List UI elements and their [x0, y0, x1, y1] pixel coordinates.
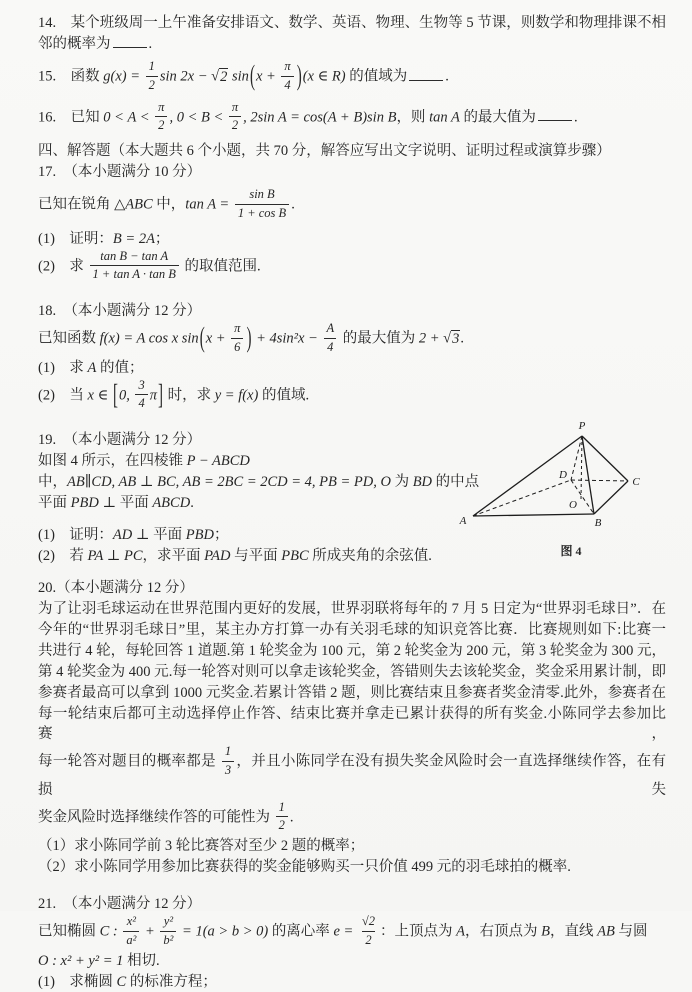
answer-blank: [538, 107, 572, 121]
fraction: $\frac{\pi}{2}$: [229, 100, 241, 135]
math-run: x +: [255, 68, 280, 85]
fraction: $\frac{A}{4}$: [323, 321, 337, 356]
math-run: B = 2A: [112, 230, 155, 247]
math-run: y = f(x): [214, 387, 259, 404]
fraction: $\frac{\text{sin B}}{\text{1 + cos B}}$: [235, 187, 289, 222]
math-run: , 2sin A = cos(A + B)sin B: [243, 109, 397, 126]
figure-caption: 图 4: [560, 544, 582, 558]
fraction: $\frac{1}{2}$: [276, 800, 288, 835]
math-run: B: [541, 923, 551, 940]
answer-blank: [409, 67, 443, 81]
q18-given: 已知函数 f(x) = A cos x sin(x + $\frac{\pi}{6}$ ) + 4sin²x − $\frac{A}{4}$ 的最大值为 2 + √3.: [38, 321, 464, 355]
q17-header: 17. （本小题满分 10 分）: [38, 164, 202, 180]
figure-4: [455, 418, 687, 558]
math-run: PAD: [204, 548, 231, 564]
q21-given-2: O : x² + y² = 1 相切.: [38, 952, 160, 969]
math-run: x ∈: [87, 387, 112, 404]
math-run: f(x) = A cos x sin: [99, 330, 199, 347]
fraction: $\frac{3}{4}$: [135, 378, 147, 413]
math-run: 0 < A <: [103, 109, 154, 126]
answer-blank: [113, 34, 147, 48]
q21-part-1: (1) 求椭圆 C 的标准方程；: [38, 973, 217, 990]
math-run: AB: [597, 923, 615, 940]
q20-body-2: 今年的“世界羽毛球日”里，某主办方打算一办有关羽毛球的知识竞答比赛．比赛规则如下:比赛一: [38, 622, 666, 638]
math-run: , 0 < B <: [169, 109, 227, 126]
math-run: C :: [99, 923, 122, 940]
q19-header: 19. （本小题满分 12 分）: [38, 432, 202, 448]
math-run: +: [141, 923, 159, 940]
math-run: sin 2x −: [159, 68, 212, 85]
math-run: C: [116, 973, 127, 990]
math-run: PBC: [281, 548, 309, 564]
math-run: 0,: [118, 387, 134, 404]
q18-part-2: (2) 当 x ∈ [0, $\frac{3}{4}$ π] 时，求 y = f(x) 的值域.: [38, 377, 310, 411]
math-run: tan A =: [185, 196, 233, 213]
radical: √2: [211, 68, 228, 85]
math-run: P − ABCD: [186, 453, 250, 469]
q19-part-2: (2) 若 PA ⊥ PC，求平面 PAD 与平面 PBC 所成夹角的余弦值.: [38, 548, 432, 564]
fraction: $\frac{\pi}{2}$: [155, 100, 167, 135]
math-run: sin: [228, 68, 249, 85]
vertex-label-c: C: [632, 476, 640, 488]
q20-body-1: 为了让羽毛球运动在世界范围内更好的发展，世界羽联将每年的 7 月 5 日定为“世界羽毛球日”．在: [38, 601, 666, 617]
q14-line-1: 14. 某个班级周一上午准备安排语文、数学、英语、物理、生物等 5 节课，则数学和物理排课不相: [38, 15, 666, 31]
q20-body-4: 第 4 轮奖金为 400 元.每一轮答对则可以拿走该轮奖金，答错则失去该轮奖金，奖金采用累计制，即: [38, 664, 666, 680]
math-run: A: [87, 359, 97, 376]
math-run: ABCD: [152, 495, 191, 511]
vertex-label-o: O: [569, 499, 577, 511]
vertex-label-b: B: [594, 517, 602, 529]
vertex-label-p: P: [578, 420, 586, 432]
math-run: PBD: [185, 527, 214, 543]
math-run: BD: [412, 474, 433, 490]
q19-part-1: (1) 证明：AD ⊥ 平面 PBD；: [38, 527, 229, 543]
q20-part-2: （2）求小陈同学用参加比赛获得的奖金能够购买一只价值 499 元的羽毛球拍的概率.: [38, 859, 571, 875]
q19-given-3: 平面 PBD ⊥ 平面 ABCD.: [38, 495, 194, 511]
q17-given: 已知在锐角 △ABC 中，tan A = $\frac{\text{sin B}}{\text{1 + cos B}}$ .: [38, 187, 295, 220]
fraction: $\frac{\pi}{4}$: [281, 59, 293, 94]
q18-header: 18. （本小题满分 12 分）: [38, 303, 202, 319]
math-run: AD: [112, 527, 133, 543]
fraction: $\frac{1}{2}$: [146, 59, 158, 94]
fraction: $\frac{\text{x²}}{\text{a²}}$: [123, 914, 139, 949]
q20-body-8: 奖金风险时选择继续作答的可能性为 $\frac{1}{2}$ .: [38, 799, 294, 833]
math-run: O : x² + y² = 1: [38, 952, 124, 969]
q18-part-1: (1) 求 A 的值；: [38, 359, 144, 376]
q16-line-1: 16. 已知 0 < A < $\frac{\pi}{2}$ , 0 < B < $\frac{\pi}{2}$ , 2sin A = cos(A + B)sin B，则 tan A 的最大值为 .: [38, 99, 578, 133]
math-run: tan A: [429, 109, 460, 126]
fraction: $\frac{\pi}{6}$: [231, 321, 243, 356]
q20-body-3: 共进行 4 轮，每轮回答 1 道题.第 1 轮奖金为 100 元，第 2 轮奖金为 200 元，第 3 轮奖金为 300 元，: [38, 643, 666, 659]
fraction: $\frac{\text{y²}}{\text{b²}}$: [160, 914, 176, 949]
math-run: PBD: [70, 495, 99, 511]
math-run: π: [149, 387, 157, 404]
q19-given-2: 中，AB∥CD, AB ⊥ BC, AB = 2BC = 2CD = 4, PB = PD, O 为 BD 的中点: [38, 474, 480, 490]
q17-part-2: (2) 求 $\frac{\text{tan B − tan A}}{\text{1 + tan A · tan B}}$ 的取值范围.: [38, 248, 261, 282]
q21-given-1: 已知椭圆 C : $\frac{\text{x²}}{\text{a²}}$ + $\frac{\text{y²}}{\text{b²}}$ = 1(a > b > 0) 的离心率 e = $\frac{√2}{2}$ ：上顶点为 A，右顶点为 B，直线 AB 与圆: [38, 914, 648, 947]
q20-header: 20.（本小题满分 12 分）: [38, 580, 194, 596]
q20-body-7: 每一轮答对题目的概率都是 $\frac{1}{3}$ ，并且小陈同学在没有损失奖金风险时会一直选择继续作答，在有损失: [38, 744, 666, 798]
math-run: = 1(a > b > 0): [178, 923, 269, 940]
radical: √3: [443, 330, 460, 347]
q15-line-1: 15. 函数 g(x) = $\frac{1}{2}$ sin 2x − √2 sin(x + $\frac{\pi}{4}$ )(x ∈ R) 的值域为 .: [38, 59, 449, 93]
q20-body-5: 参赛者最高可以拿到 1000 元奖金.若累计答错 2 题，则比赛结束且参赛者奖金清零.此外，参赛者在: [38, 685, 666, 701]
math-run: AB∥CD, AB ⊥ BC, AB = 2BC = 2CD = 4, PB = PD, O: [67, 474, 391, 490]
math-run: g(x) =: [103, 68, 144, 85]
vertex-label-d: D: [559, 469, 567, 481]
q17-part-1: (1) 证明：B = 2A；: [38, 230, 170, 247]
fraction: $\frac{\text{tan B − tan A}}{\text{1 + tan A · tan B}}$: [90, 249, 179, 284]
q21-header: 21. （本小题满分 12 分）: [38, 896, 202, 912]
fraction: $\frac{1}{3}$: [222, 744, 234, 779]
math-run: + 4sin²x −: [252, 330, 322, 347]
math-run: A: [456, 923, 466, 940]
q19-given-1: 如图 4 所示，在四棱锥 P − ABCD: [38, 453, 250, 469]
section-4-header: 四、解答题（本大题共 6 个小题，共 70 分，解答应写出文字说明、证明过程或演算步骤）: [38, 143, 611, 159]
math-run: 2 +: [418, 330, 444, 347]
q20-body-6: 每一轮结束后都可主动选择停止作答、结束比赛并拿走已累计获得的所有奖金.小陈同学去参加比赛，: [38, 706, 666, 742]
q14-line-2: 邻的概率为 .: [38, 36, 153, 52]
pyramid-diagram: [455, 418, 687, 542]
math-run: e =: [333, 923, 357, 940]
math-run: △ABC: [114, 196, 153, 213]
math-run: PA ⊥ PC: [87, 548, 143, 564]
math-run: (x ∈ R): [302, 68, 346, 85]
fraction: $\frac{√2}{2}$: [361, 914, 376, 947]
vertex-label-a: A: [459, 515, 467, 527]
q20-part-1: （1）求小陈同学前 3 轮比赛答对至少 2 题的概率；: [38, 838, 365, 854]
math-run: x +: [205, 330, 230, 347]
